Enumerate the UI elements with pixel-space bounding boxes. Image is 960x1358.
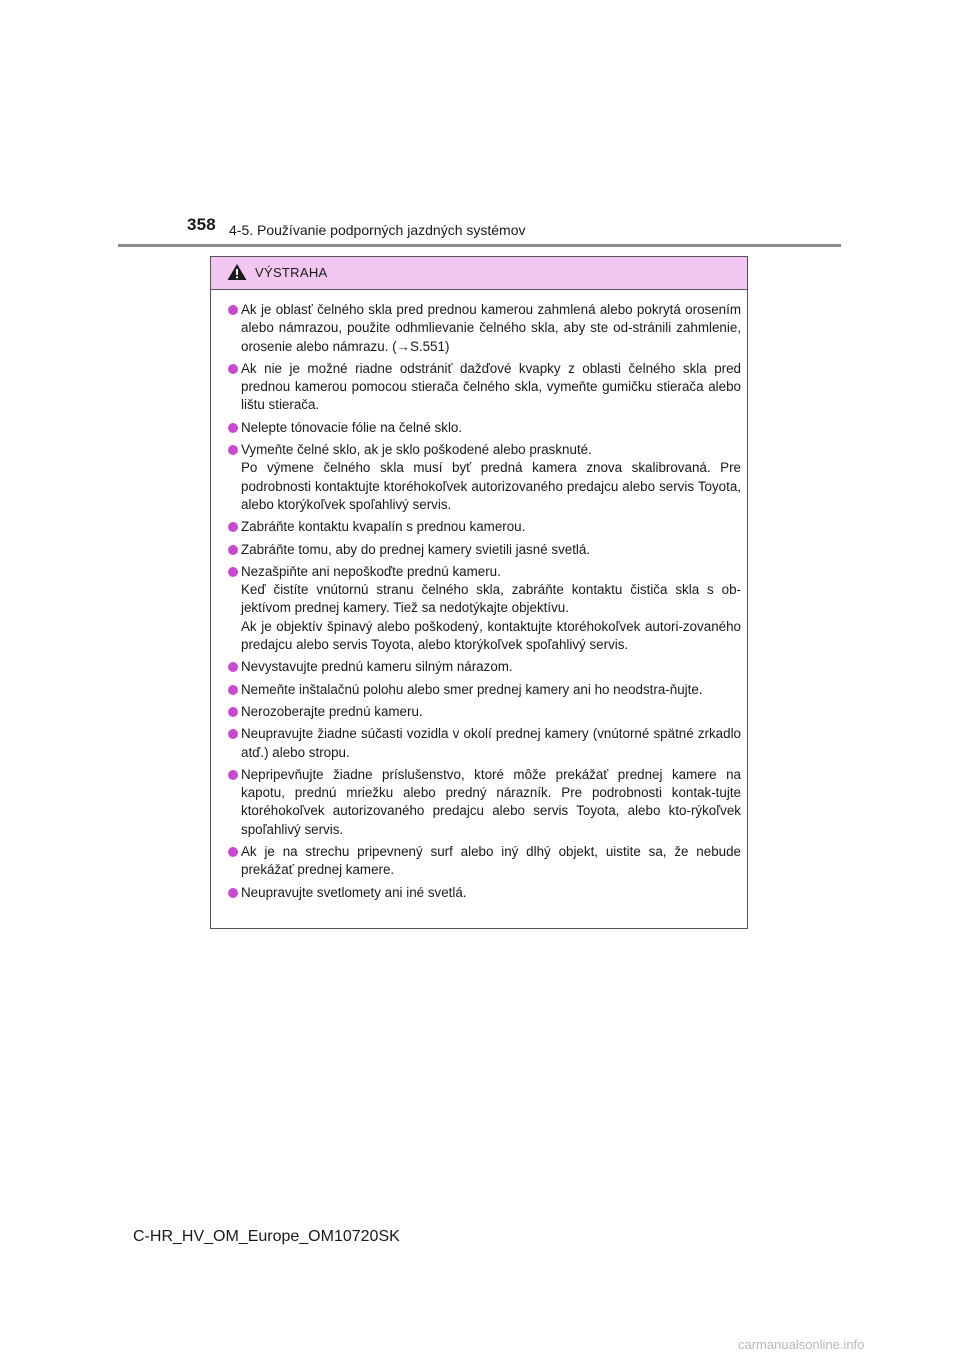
warning-item-text: Nepripevňujte žiadne príslušenstvo, ktoré môže prekážať prednej kamere na kapotu, prednú mriežku alebo predný nárazník. Pre podrobnosti kontak-tujte ktoréhokoľvek autorizovaného predajcu alebo servis Toyota, alebo kto-rýkoľvek spoľahlivý servis.	[241, 766, 741, 837]
bullet-icon	[228, 567, 238, 577]
warning-triangle-icon	[227, 263, 247, 281]
warning-item-text: Nevystavujte prednú kameru silným nárazom.	[241, 659, 513, 675]
warning-item-text: Nelepte tónovacie fólie na čelné sklo.	[241, 419, 463, 435]
warning-item	[229, 843, 741, 880]
warning-header	[211, 257, 747, 290]
warning-item-text: Nezašpiňte ani nepoškoďte prednú kameru. Keď čistíte vnútornú stranu čelného skla, zabráňte kontaktu čističa skla s ob-jektívom prednej kamery. Tiež sa nedotýkajte objektívu. Ak je objektív špinavý alebo poškodený, kontaktujte ktoréhokoľvek autori-zovaného predajcu alebo servis Toyota, alebo ktorýkoľvek spoľahlivý servis.	[241, 563, 741, 653]
document-code: C-HR_HV_OM_Europe_OM10720SK	[133, 1228, 400, 1245]
warning-item	[229, 766, 741, 839]
warning-item-text: Neupravujte žiadne súčasti vozidla v okolí prednej kamery (vnútorné spätné zrkadlo atď.) alebo stropu.	[241, 726, 741, 760]
warning-item-text: Nemeňte inštalačnú polohu alebo smer prednej kamery ani ho neodstra-ňujte.	[241, 681, 703, 697]
bullet-icon	[228, 707, 238, 717]
warning-item	[229, 518, 741, 536]
section-title: 4-5. Používanie podporných jazdných systémov	[229, 222, 526, 238]
bullet-icon	[228, 770, 238, 780]
bullet-icon	[228, 423, 238, 433]
bullet-icon	[228, 847, 238, 857]
warning-item-text: Zabráňte kontaktu kvapalín s prednou kamerou.	[241, 519, 526, 535]
warning-item	[229, 681, 741, 699]
bullet-icon	[228, 305, 238, 315]
warning-item	[229, 541, 741, 559]
page-number: 358	[187, 215, 216, 234]
warning-item	[229, 725, 741, 762]
warning-item	[229, 360, 741, 415]
header-rule	[118, 244, 841, 247]
bullet-icon	[228, 888, 238, 898]
bullet-icon	[228, 685, 238, 695]
warning-item-text: Zabráňte tomu, aby do prednej kamery svietili jasné svetlá.	[241, 541, 591, 557]
bullet-icon	[228, 545, 238, 555]
bullet-icon	[228, 729, 238, 739]
watermark[interactable]: carmanualsonline.info	[738, 1337, 865, 1352]
bullet-icon	[228, 662, 238, 672]
warning-item-text: Ak je na strechu pripevnený surf alebo iný dlhý objekt, uistite sa, že nebude prekážať prednej kamere.	[241, 844, 741, 878]
warning-item-text: Nerozoberajte prednú kameru.	[241, 703, 423, 719]
bullet-icon	[228, 364, 238, 374]
warning-list	[211, 290, 747, 902]
warning-item-text: Neupravujte svetlomety ani iné svetlá.	[241, 884, 467, 900]
bullet-icon	[228, 445, 238, 455]
warning-box	[210, 256, 748, 929]
warning-item	[229, 703, 741, 721]
warning-item-text: Vymeňte čelné sklo, ak je sklo poškodené alebo prasknuté. Po výmene čelného skla musí byť predná kamera znova skalibrovaná. Pre podrobnosti kontaktujte ktoréhokoľvek autorizovaného predajcu alebo servis Toyota, alebo ktorýkoľvek spoľahlivý servis.	[241, 442, 741, 512]
warning-item-text: Ak nie je možné riadne odstrániť dažďové kvapky z oblasti čelného skla pred prednou kamerou pomocou stierača čelného skla, vymeňte gumičku stierača alebo lištu stierača.	[241, 360, 741, 413]
warning-title: VÝSTRAHA	[255, 265, 328, 280]
warning-item	[229, 301, 741, 356]
warning-item	[229, 884, 741, 902]
bullet-icon	[228, 522, 238, 532]
warning-item	[229, 563, 741, 654]
warning-item	[229, 658, 741, 676]
warning-item-text: Ak je oblasť čelného skla pred prednou kamerou zahmlená alebo pokrytá orosením alebo námrazou, použite odhmlievanie čelného skla, aby ste od-stránili zahmlenie, orosenie alebo námrazu. (→S.551)	[241, 302, 741, 354]
warning-item	[229, 419, 741, 437]
warning-item	[229, 441, 741, 514]
